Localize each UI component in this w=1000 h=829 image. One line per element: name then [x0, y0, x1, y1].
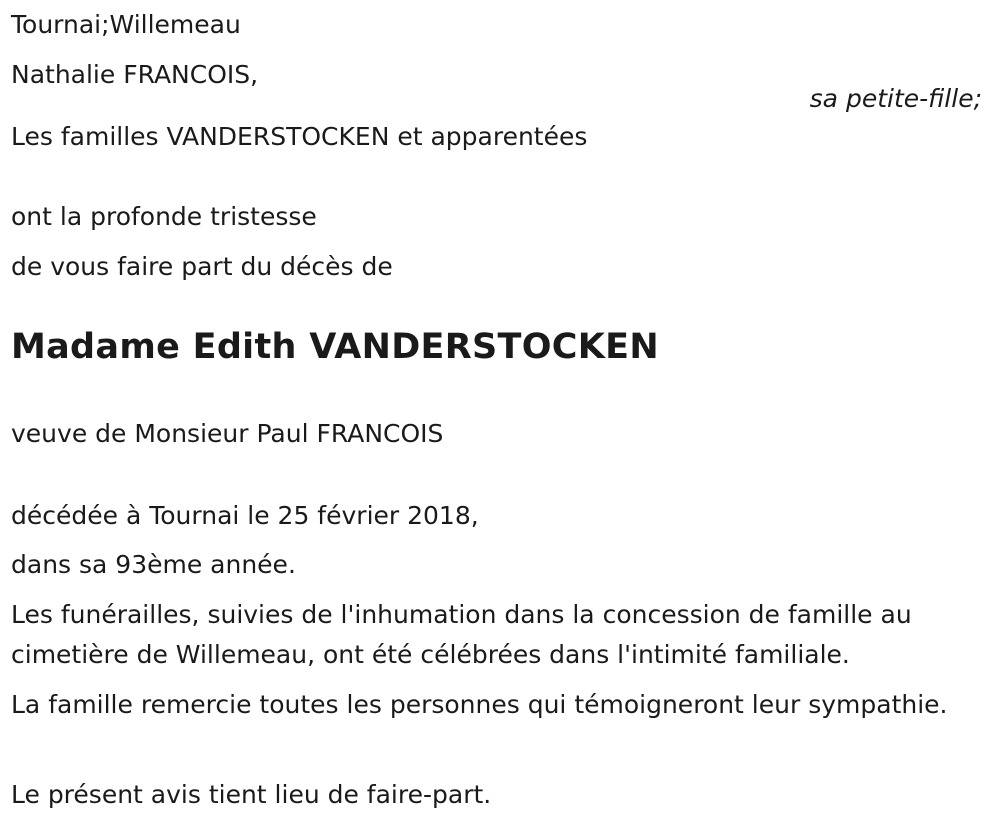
intro-line-2: de vous faire part du décès de — [11, 252, 393, 281]
intro-line-1: ont la profonde tristesse — [11, 202, 317, 231]
spouse-line: veuve de Monsieur Paul FRANCOIS — [11, 419, 444, 448]
family-member-name: Nathalie FRANCOIS, — [11, 60, 259, 89]
closing-line: Le présent avis tient lieu de faire-part. — [11, 780, 492, 809]
family-member-relation: sa petite-fille; — [809, 84, 982, 113]
thanks-paragraph: La famille remercie toutes les personnes qui témoigneront leur sympathie. — [11, 690, 948, 719]
deceased-name: Madame Edith VANDERSTOCKEN — [11, 327, 659, 367]
age-info-line: dans sa 93ème année. — [11, 550, 296, 579]
families-line: Les familles VANDERSTOCKEN et apparentées — [11, 122, 588, 151]
death-info-line: décédée à Tournai le 25 février 2018, — [11, 501, 479, 530]
funeral-paragraph: Les funérailles, suivies de l'inhumation dans la concession de famille au cimetière de Willemeau, ont été célébrées dans l'intimité familiale. — [11, 600, 912, 669]
location-line: Tournai;Willemeau — [11, 10, 241, 39]
